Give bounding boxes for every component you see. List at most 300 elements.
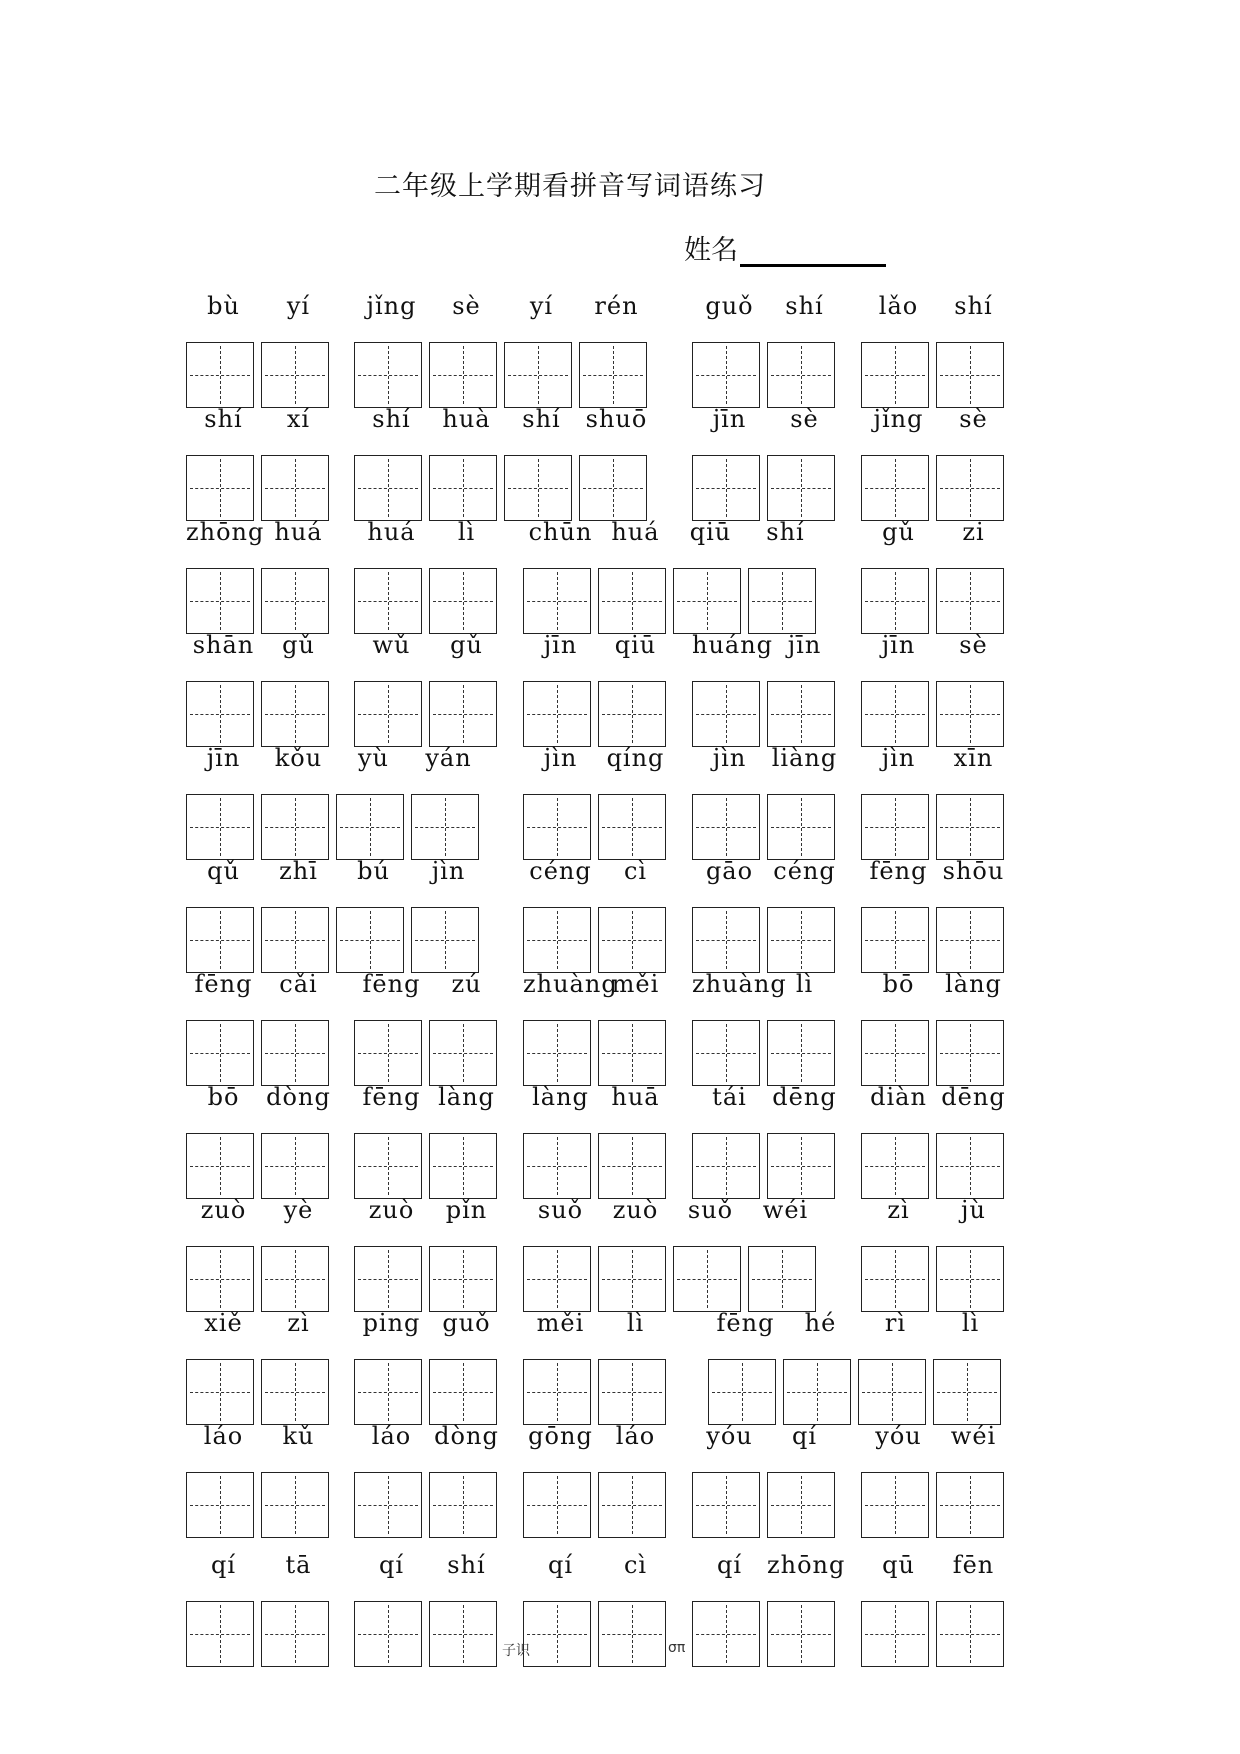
word-group (186, 744, 486, 860)
tianzige-writing-box[interactable] (767, 907, 835, 973)
tianzige-writing-box[interactable] (861, 1020, 929, 1086)
tianzige-writing-box[interactable] (692, 455, 760, 521)
character-cell (598, 1309, 673, 1425)
tianzige-writing-box[interactable] (861, 1601, 929, 1667)
pinyin-label: céng (529, 857, 592, 885)
tianzige-writing-box[interactable] (429, 1359, 497, 1425)
character-cell (936, 292, 1011, 408)
tianzige-writing-box[interactable] (354, 1246, 422, 1312)
pinyin-label: fēng (869, 857, 928, 885)
tianzige-writing-box[interactable] (748, 1246, 816, 1312)
exercise-row (186, 1551, 1016, 1664)
pinyin-label: fēn (952, 1551, 995, 1579)
pinyin-label: cǎi (279, 970, 318, 998)
word-group (186, 1551, 336, 1667)
pinyin-label: shí (204, 405, 243, 433)
character-cell (354, 631, 429, 747)
tianzige-writing-box[interactable] (936, 681, 1004, 747)
character-cell (186, 1083, 261, 1199)
pinyin-label: qiū (614, 631, 657, 659)
pinyin-label: sè (452, 292, 481, 320)
pinyin-label: zhōng (186, 518, 265, 546)
pinyin-label: wǔ (372, 631, 411, 659)
tianzige-writing-box[interactable] (708, 1359, 776, 1425)
tianzige-writing-box[interactable] (861, 342, 929, 408)
character-cell (429, 1422, 504, 1538)
tianzige-writing-box[interactable] (504, 455, 572, 521)
pinyin-label: xīn (953, 744, 994, 772)
pinyin-label: jù (961, 1196, 986, 1224)
character-cell (708, 1309, 783, 1425)
name-label: 姓名 (684, 235, 738, 266)
character-cell (861, 1083, 936, 1199)
pinyin-label: céng (773, 857, 836, 885)
pinyin-label: sè (790, 405, 819, 433)
tianzige-writing-box[interactable] (673, 568, 741, 634)
tianzige-writing-box[interactable] (598, 1359, 666, 1425)
pinyin-label: suǒ (687, 1196, 734, 1224)
character-cell (336, 744, 411, 860)
tianzige-writing-box[interactable] (936, 794, 1004, 860)
tianzige-writing-box[interactable] (523, 1246, 591, 1312)
character-cell (354, 292, 429, 408)
tianzige-writing-box[interactable] (598, 1601, 666, 1667)
tianzige-writing-box[interactable] (692, 1601, 760, 1667)
tianzige-writing-box[interactable] (354, 568, 422, 634)
pinyin-label: tái (712, 1083, 747, 1111)
tianzige-writing-box[interactable] (861, 1246, 929, 1312)
pinyin-label: shí (954, 292, 993, 320)
tianzige-writing-box[interactable] (186, 1020, 254, 1086)
tianzige-writing-box[interactable] (261, 907, 329, 973)
pinyin-label: yóu (875, 1422, 922, 1450)
exercise-row (186, 970, 1016, 1083)
tianzige-writing-box[interactable] (861, 907, 929, 973)
tianzige-writing-box[interactable] (523, 907, 591, 973)
pinyin-label: yán (425, 744, 472, 772)
character-cell (579, 405, 654, 521)
character-cell (936, 1422, 1011, 1538)
pinyin-label: liàng (771, 744, 838, 772)
tianzige-writing-box[interactable] (186, 1472, 254, 1538)
character-cell (936, 405, 1011, 521)
tianzige-writing-box[interactable] (748, 568, 816, 634)
pinyin-label: lì (626, 1309, 645, 1337)
tianzige-writing-box[interactable] (429, 1472, 497, 1538)
pinyin-label: huá (367, 518, 416, 546)
pinyin-label: yí (286, 292, 311, 320)
tianzige-writing-box[interactable] (933, 1359, 1001, 1425)
character-cell (598, 1083, 673, 1199)
tianzige-writing-box[interactable] (767, 1601, 835, 1667)
word-group (692, 1422, 842, 1538)
tianzige-writing-box[interactable] (261, 794, 329, 860)
character-cell (598, 1196, 673, 1312)
tianzige-writing-box[interactable] (767, 1020, 835, 1086)
character-cell (598, 1551, 673, 1667)
tianzige-writing-box[interactable] (354, 1472, 422, 1538)
pinyin-label: wéi (950, 1422, 997, 1450)
pinyin-label: hé (804, 1309, 837, 1337)
pinyin-label: fēng (716, 1309, 775, 1337)
pinyin-label: tā (285, 1551, 312, 1579)
character-cell (261, 1551, 336, 1667)
character-cell (354, 1083, 429, 1199)
character-cell (767, 631, 842, 747)
character-cell (186, 1422, 261, 1538)
character-cell (186, 405, 261, 521)
character-cell (692, 970, 787, 1086)
pinyin-label: wéi (762, 1196, 809, 1224)
character-cell (936, 1551, 1011, 1667)
word-group (692, 1083, 842, 1199)
word-group (186, 1083, 336, 1199)
character-cell (861, 970, 936, 1086)
character-cell (186, 292, 261, 408)
tianzige-writing-box[interactable] (523, 1133, 591, 1199)
tianzige-writing-box[interactable] (186, 568, 254, 634)
pinyin-label: pǐn (445, 1196, 488, 1224)
page-title: 二年级上学期看拼音写词语练习 (374, 171, 766, 202)
pinyin-label: dòng (434, 1422, 499, 1450)
pinyin-label: rì (884, 1309, 907, 1337)
tianzige-writing-box[interactable] (692, 1020, 760, 1086)
pinyin-label: qū (882, 1551, 915, 1579)
tianzige-writing-box[interactable] (692, 342, 760, 408)
tianzige-writing-box[interactable] (767, 681, 835, 747)
pinyin-label: yóu (706, 1422, 753, 1450)
character-cell (186, 1551, 261, 1667)
pinyin-label: huá (274, 518, 323, 546)
pinyin-label: rén (594, 292, 639, 320)
word-group (692, 631, 842, 747)
tianzige-writing-box[interactable] (936, 342, 1004, 408)
pinyin-label: jīn (543, 631, 578, 659)
pinyin-label: jǐng (366, 292, 417, 320)
pinyin-label: zú (451, 970, 482, 998)
character-cell (429, 1083, 504, 1199)
tianzige-writing-box[interactable] (186, 342, 254, 408)
pinyin-label: jìn (543, 744, 578, 772)
word-group (861, 1551, 1011, 1667)
pinyin-label: dòng (266, 1083, 331, 1111)
pinyin-label: bù (207, 292, 240, 320)
word-group (523, 1196, 823, 1312)
tianzige-writing-box[interactable] (186, 794, 254, 860)
tianzige-writing-box[interactable] (598, 907, 666, 973)
exercise-row (186, 518, 1016, 631)
tianzige-writing-box[interactable] (523, 1020, 591, 1086)
tianzige-writing-box[interactable] (861, 455, 929, 521)
tianzige-writing-box[interactable] (354, 1601, 422, 1667)
tianzige-writing-box[interactable] (261, 455, 329, 521)
tianzige-writing-box[interactable] (411, 907, 479, 973)
tianzige-writing-box[interactable] (767, 1133, 835, 1199)
character-cell (767, 292, 842, 408)
word-group (861, 405, 1011, 521)
tianzige-writing-box[interactable] (598, 681, 666, 747)
tianzige-writing-box[interactable] (411, 794, 479, 860)
word-group (186, 631, 336, 747)
tianzige-writing-box[interactable] (767, 455, 835, 521)
tianzige-writing-box[interactable] (936, 907, 1004, 973)
tianzige-writing-box[interactable] (504, 342, 572, 408)
word-group (523, 1422, 673, 1538)
tianzige-writing-box[interactable] (261, 681, 329, 747)
character-cell (411, 857, 486, 973)
word-group (523, 857, 673, 973)
character-cell (598, 631, 673, 747)
tianzige-writing-box[interactable] (261, 342, 329, 408)
pinyin-label: cì (623, 857, 648, 885)
stray-mark: 子识 (502, 1643, 530, 1659)
tianzige-writing-box[interactable] (354, 1020, 422, 1086)
tianzige-writing-box[interactable] (861, 568, 929, 634)
name-field[interactable] (684, 228, 886, 267)
character-cell (861, 1196, 936, 1312)
tianzige-writing-box[interactable] (673, 1246, 741, 1312)
pinyin-label: shōu (942, 857, 1005, 885)
tianzige-writing-box[interactable] (354, 681, 422, 747)
character-cell (186, 518, 265, 634)
tianzige-writing-box[interactable] (523, 1601, 591, 1667)
tianzige-writing-box[interactable] (186, 907, 254, 973)
tianzige-writing-box[interactable] (598, 1472, 666, 1538)
tianzige-writing-box[interactable] (861, 1472, 929, 1538)
pinyin-label: làng (438, 1083, 495, 1111)
tianzige-writing-box[interactable] (598, 1020, 666, 1086)
tianzige-writing-box[interactable] (261, 568, 329, 634)
tianzige-writing-box[interactable] (261, 1472, 329, 1538)
word-group (186, 1309, 336, 1425)
tianzige-writing-box[interactable] (692, 1472, 760, 1538)
tianzige-writing-box[interactable] (523, 568, 591, 634)
tianzige-writing-box[interactable] (261, 1020, 329, 1086)
tianzige-writing-box[interactable] (692, 794, 760, 860)
word-group (186, 518, 336, 634)
character-cell (936, 1196, 1011, 1312)
tianzige-writing-box[interactable] (354, 1133, 422, 1199)
character-cell (692, 857, 767, 973)
pinyin-label: láo (371, 1422, 412, 1450)
pinyin-label: qí (210, 1551, 237, 1579)
pinyin-label: yè (283, 1196, 314, 1224)
exercise-row (186, 292, 1016, 405)
word-group (354, 631, 504, 747)
character-cell (186, 631, 261, 747)
tianzige-writing-box[interactable] (598, 794, 666, 860)
character-cell (523, 744, 598, 860)
pinyin-label: gǔ (882, 518, 915, 546)
pinyin-label: gōng (528, 1422, 593, 1450)
tianzige-writing-box[interactable] (336, 907, 404, 973)
tianzige-writing-box[interactable] (186, 455, 254, 521)
tianzige-writing-box[interactable] (429, 681, 497, 747)
pinyin-label: shí (766, 518, 805, 546)
word-group (523, 970, 673, 1086)
tianzige-writing-box[interactable] (354, 1359, 422, 1425)
pinyin-label: gǔ (282, 631, 315, 659)
word-group (186, 1196, 336, 1312)
tianzige-writing-box[interactable] (429, 1020, 497, 1086)
word-group (861, 292, 1011, 408)
character-cell (861, 292, 936, 408)
tianzige-writing-box[interactable] (861, 681, 929, 747)
character-cell (429, 1309, 504, 1425)
character-cell (523, 1196, 598, 1312)
tianzige-writing-box[interactable] (936, 568, 1004, 634)
tianzige-writing-box[interactable] (429, 1601, 497, 1667)
pinyin-label: qí (378, 1551, 405, 1579)
exercise-row (186, 1083, 1016, 1196)
character-cell (783, 1309, 858, 1425)
tianzige-writing-box[interactable] (598, 568, 666, 634)
character-cell (858, 1309, 933, 1425)
tianzige-writing-box[interactable] (186, 681, 254, 747)
tianzige-writing-box[interactable] (858, 1359, 926, 1425)
character-cell (261, 518, 336, 634)
pinyin-label: shí (372, 405, 411, 433)
tianzige-writing-box[interactable] (936, 1133, 1004, 1199)
pinyin-label: qǔ (207, 857, 240, 885)
word-group (523, 518, 823, 634)
pinyin-label: làng (532, 1083, 589, 1111)
tianzige-writing-box[interactable] (936, 1472, 1004, 1538)
pinyin-label: láo (203, 1422, 244, 1450)
tianzige-writing-box[interactable] (692, 907, 760, 973)
tianzige-writing-box[interactable] (936, 1246, 1004, 1312)
tianzige-writing-box[interactable] (767, 342, 835, 408)
pinyin-label: shí (785, 292, 824, 320)
tianzige-writing-box[interactable] (429, 568, 497, 634)
pinyin-label: fēng (362, 970, 421, 998)
tianzige-writing-box[interactable] (692, 681, 760, 747)
character-cell (598, 970, 673, 1086)
tianzige-writing-box[interactable] (861, 1133, 929, 1199)
character-cell (692, 1083, 767, 1199)
tianzige-writing-box[interactable] (261, 1133, 329, 1199)
exercise-row (186, 857, 1016, 970)
tianzige-writing-box[interactable] (936, 1020, 1004, 1086)
word-group (708, 1309, 1008, 1425)
word-group (692, 970, 842, 1086)
tianzige-writing-box[interactable] (579, 342, 647, 408)
tianzige-writing-box[interactable] (783, 1359, 851, 1425)
pinyin-label: fēng (362, 1083, 421, 1111)
word-group (861, 857, 1011, 973)
tianzige-writing-box[interactable] (767, 1472, 835, 1538)
character-cell (767, 1551, 846, 1667)
pinyin-label: qí (716, 1551, 743, 1579)
pinyin-label: dēng (941, 1083, 1006, 1111)
pinyin-label: sè (959, 631, 988, 659)
tianzige-writing-box[interactable] (354, 342, 422, 408)
character-cell (429, 1196, 504, 1312)
tianzige-writing-box[interactable] (429, 1246, 497, 1312)
word-group (861, 1196, 1011, 1312)
character-cell (673, 1196, 748, 1312)
pinyin-label: xiě (204, 1309, 243, 1337)
pinyin-label: láo (615, 1422, 656, 1450)
character-cell (261, 405, 336, 521)
character-cell (673, 518, 748, 634)
character-cell (261, 744, 336, 860)
word-group (354, 1083, 504, 1199)
tianzige-writing-box[interactable] (767, 794, 835, 860)
character-cell (523, 518, 598, 634)
tianzige-writing-box[interactable] (261, 1359, 329, 1425)
character-cell (354, 1196, 429, 1312)
character-cell (933, 1309, 1008, 1425)
tianzige-writing-box[interactable] (598, 1133, 666, 1199)
character-cell (692, 1551, 767, 1667)
character-cell (692, 631, 774, 747)
pinyin-label: huáng (692, 631, 774, 659)
tianzige-writing-box[interactable] (692, 1133, 760, 1199)
word-group (186, 970, 336, 1086)
pinyin-label: chūn (528, 518, 593, 546)
tianzige-writing-box[interactable] (861, 794, 929, 860)
tianzige-writing-box[interactable] (598, 1246, 666, 1312)
tianzige-writing-box[interactable] (186, 1359, 254, 1425)
tianzige-writing-box[interactable] (336, 794, 404, 860)
tianzige-writing-box[interactable] (261, 1246, 329, 1312)
character-cell (523, 1309, 598, 1425)
pinyin-label: guǒ (705, 292, 754, 320)
character-cell (261, 857, 336, 973)
tianzige-writing-box[interactable] (261, 1601, 329, 1667)
tianzige-writing-box[interactable] (936, 1601, 1004, 1667)
tianzige-writing-box[interactable] (429, 1133, 497, 1199)
pinyin-label: zuò (368, 1196, 415, 1224)
pinyin-label: zuò (612, 1196, 659, 1224)
character-cell (692, 1422, 767, 1538)
tianzige-writing-box[interactable] (579, 455, 647, 521)
pinyin-label: lì (457, 518, 476, 546)
character-cell (936, 744, 1011, 860)
tianzige-writing-box[interactable] (523, 681, 591, 747)
pinyin-label: suǒ (537, 1196, 584, 1224)
character-cell (354, 1309, 429, 1425)
pinyin-label: gāo (705, 857, 754, 885)
tianzige-writing-box[interactable] (186, 1601, 254, 1667)
pinyin-label: jīn (787, 631, 822, 659)
tianzige-writing-box[interactable] (936, 455, 1004, 521)
tianzige-writing-box[interactable] (429, 455, 497, 521)
character-cell (767, 1422, 842, 1538)
character-cell (354, 1551, 429, 1667)
character-cell (861, 405, 936, 521)
character-cell (411, 744, 486, 860)
exercise-row (186, 1196, 1016, 1309)
tianzige-writing-box[interactable] (523, 1472, 591, 1538)
name-underline[interactable] (740, 234, 886, 267)
word-group (186, 857, 486, 973)
pinyin-label: cì (623, 1551, 648, 1579)
character-cell (598, 744, 673, 860)
tianzige-writing-box[interactable] (523, 794, 591, 860)
tianzige-writing-box[interactable] (429, 342, 497, 408)
character-cell (767, 744, 842, 860)
tianzige-writing-box[interactable] (354, 455, 422, 521)
tianzige-writing-box[interactable] (186, 1246, 254, 1312)
word-group (354, 405, 654, 521)
character-cell (523, 1551, 598, 1667)
tianzige-writing-box[interactable] (523, 1359, 591, 1425)
pinyin-label: shí (447, 1551, 486, 1579)
tianzige-writing-box[interactable] (186, 1133, 254, 1199)
character-cell (936, 970, 1011, 1086)
